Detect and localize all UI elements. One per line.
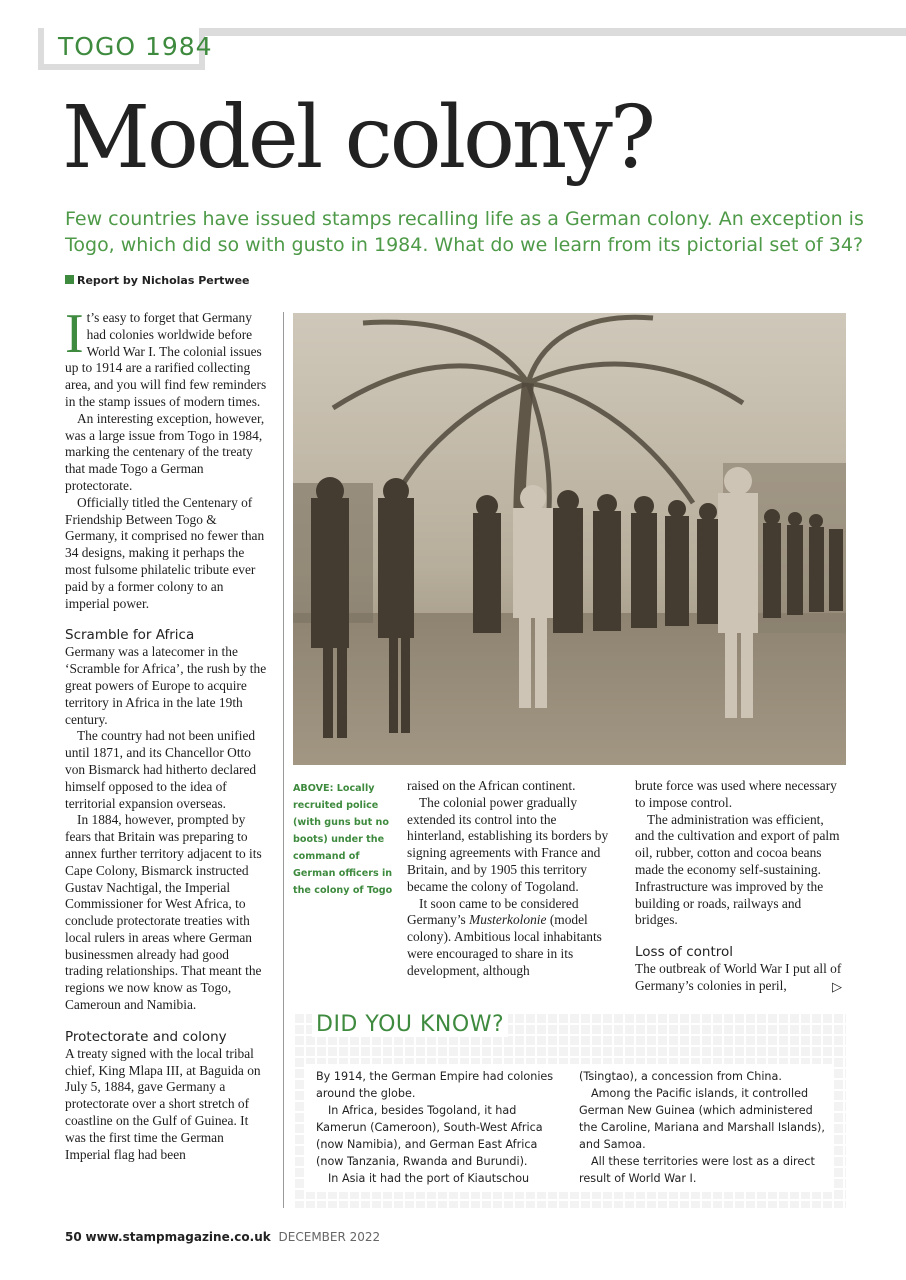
paragraph: brute force was used where necessary to impose control.: [635, 778, 837, 810]
byline-text: Report by Nicholas Pertwee: [77, 274, 250, 287]
paragraph-text: t’s easy to forget that Germany had colonies worldwide before World War I. The colonial issues up to 1914 are a rarified collecting area, and you will find few reminders in the stamp issues of modern times.: [65, 310, 267, 409]
paragraph-text: (model colony). Ambitious local inhabitants were encouraged to share in its development, although: [407, 912, 602, 978]
column-rule: [283, 312, 284, 1208]
continue-arrow-icon: ▷: [832, 980, 842, 995]
page-footer: [65, 1230, 380, 1244]
headline: Model colony?: [62, 88, 653, 188]
paragraph: A treaty signed with the local tribal chief, King Mlapa III, at Baguida on July 5, 1884, gave Germany a protectorate over a short stretch of coastline on the Gulf of Guinea. It was the first time the German Imperial flag had been: [65, 1045, 261, 1162]
subheading-loss-of-control: Loss of control: [635, 944, 734, 961]
paragraph: [407, 896, 617, 980]
photo-illustration: [293, 313, 846, 765]
subheading-protectorate: Protectorate and colony: [65, 1028, 227, 1045]
byline: [65, 274, 250, 287]
paragraph: Officially titled the Centenary of Friendship Between Togo & Germany, it comprised no fewer than 34 designs, making it perhaps the most fulsome philatelic tribute ever paid by a former colony to an imperial power.: [65, 494, 265, 611]
photo-caption: ABOVE: Locally recruited police (with guns but no boots) under the command of German officers in the colony of Togo: [293, 783, 393, 896]
paragraph-text: It soon came to be considered Germany’s: [407, 895, 579, 928]
section-tag: TOGO 1984: [58, 32, 213, 61]
paragraph: The administration was efficient, and the cultivation and export of palm oil, rubber, cotton and cocoa beans made the economy self-sustaining. Infrastructure was improved by the building or roads, railways and bridges.: [635, 811, 840, 928]
paragraph: The colonial power gradually extended its control into the hinterland, establishing its borders by signing agreements with France and Britain, and by 1905 this territory became the colony of Togoland.: [407, 794, 609, 894]
article-column-2: [407, 778, 617, 980]
issue-date: DECEMBER 2022: [278, 1230, 381, 1244]
did-you-know-title: DID YOU KNOW?: [312, 1012, 508, 1037]
paragraph: In Asia it had the port of Kiautschou: [328, 1172, 530, 1185]
paragraph: The outbreak of World War I put all of Germany’s colonies in peril,: [635, 961, 842, 993]
paragraph: In 1884, however, prompted by fears that Britain was preparing to annex further territory adjacent to its Cape Colony, Bismarck instructed Gustav Nachtigal, the Imperial Commissioner for West Africa, to conclude protectorate treaties with local rulers in areas where German businessmen already had good trading relationships. That meant the regions we now know as Togo, Cameroun and Namibia.: [65, 812, 262, 1013]
standfirst: Few countries have issued stamps recalling life as a German colony. An exception is Togo, which did so with gusto in 1984. What do we learn from its pictorial set of 34?: [65, 208, 864, 256]
did-you-know-column-1: [316, 1068, 566, 1187]
emphasis-musterkolonie: Musterkolonie: [469, 912, 547, 928]
subheading-scramble: Scramble for Africa: [65, 627, 195, 644]
website-link[interactable]: www.stampmagazine.co.uk: [85, 1230, 271, 1244]
paragraph: Germany was a latecomer in the ‘Scramble for Africa’, the rush by the great powers of Europe to acquire territory in Africa in the late 19th century.: [65, 644, 267, 727]
paragraph: All these territories were lost as a direct result of World War I.: [579, 1155, 815, 1185]
paragraph: Among the Pacific islands, it controlled German New Guinea (which administered the Caroline, Mariana and Marshall Islands), and Samoa.: [579, 1087, 825, 1151]
drop-cap: I: [65, 303, 84, 365]
paragraph: By 1914, the German Empire had colonies around the globe.: [316, 1070, 554, 1100]
paragraph: An interesting exception, however, was a large issue from Togo in 1984, marking the centenary of the treaty that made Togo a German protectorate.: [65, 410, 265, 493]
paragraph: [65, 303, 270, 411]
paragraph: raised on the African continent.: [407, 778, 576, 793]
article-column-3: [635, 778, 845, 995]
paragraph: The country had not been unified until 1871, and its Chancellor Otto von Bismarck had hitherto declared himself opposed to the idea of territorial expansion overseas.: [65, 728, 257, 811]
paragraph: (Tsingtao), a concession from China.: [579, 1070, 782, 1083]
byline-square-icon: [65, 275, 74, 284]
header-rule: [205, 28, 906, 36]
article-column-1: [65, 303, 270, 1163]
did-you-know-column-2: [579, 1068, 829, 1187]
page-number: 50: [65, 1230, 82, 1244]
archive-photo-colonial-police: [293, 313, 846, 765]
paragraph: In Africa, besides Togoland, it had Kamerun (Cameroon), South-West Africa (now Namibia), and German East Africa (now Tanzania, Rwanda and Burundi).: [316, 1104, 543, 1168]
